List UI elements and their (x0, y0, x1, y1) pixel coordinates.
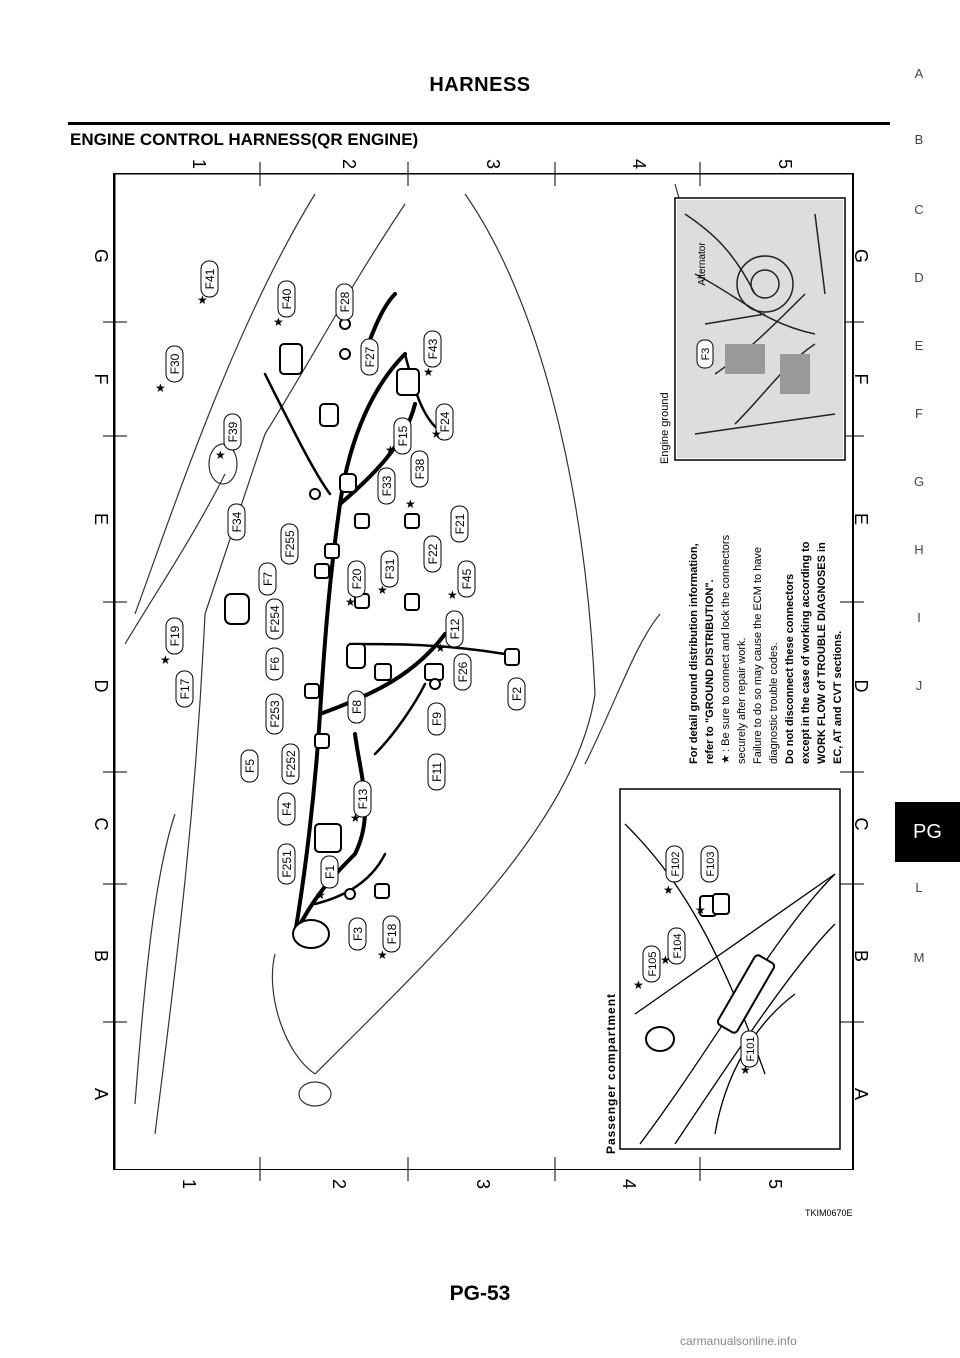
engine-ground-inset (659, 198, 845, 464)
star: ★ (660, 953, 671, 967)
label-F30: F30 (168, 353, 182, 375)
star: ★ (431, 427, 442, 441)
grid-left-C: C (91, 817, 111, 831)
grid-left-A: A (91, 1087, 111, 1101)
label-F40: F40 (280, 288, 294, 310)
label-F4: F4 (280, 801, 294, 817)
side-index-A[interactable]: A (914, 66, 924, 81)
label-F18: F18 (385, 923, 399, 945)
star: ★ (405, 497, 416, 511)
header-rule (68, 122, 890, 125)
passenger-compartment-label: Passenger compartment (604, 992, 618, 1154)
label-F45: F45 (460, 568, 474, 590)
grid-right-D: D (851, 679, 871, 693)
star: ★ (160, 653, 171, 667)
star: ★ (215, 448, 226, 462)
label-F2: F2 (510, 686, 524, 702)
label-F39: F39 (226, 421, 240, 443)
grid-bottom-1: 1 (179, 1178, 199, 1190)
label-F41: F41 (203, 268, 217, 290)
notes-block (688, 534, 844, 764)
note-line-6: diagnostic trouble codes. (768, 642, 780, 764)
label-F252: F252 (284, 750, 298, 778)
note-line-8: except in the case of working according to (800, 541, 812, 764)
grid-right-A: A (851, 1087, 871, 1101)
label-F31: F31 (383, 558, 397, 580)
star: ★ (377, 583, 388, 597)
page-number: PG-53 (449, 1282, 511, 1305)
note-star: ★ (720, 754, 732, 764)
page-header: HARNESS (429, 74, 531, 96)
star: ★ (423, 365, 434, 379)
side-index-M[interactable]: M (913, 950, 925, 965)
grid-right-G: G (851, 248, 871, 264)
side-index-B[interactable]: B (914, 132, 924, 147)
grid-top-5: 5 (775, 158, 795, 170)
grid-top-3: 3 (483, 158, 503, 170)
star: ★ (197, 293, 208, 307)
label-F104: F104 (672, 933, 684, 959)
label-F24: F24 (438, 411, 452, 433)
grid-right-C: C (851, 817, 871, 831)
label-F21: F21 (453, 513, 467, 535)
label-F9: F9 (430, 711, 444, 727)
grid-bottom-3: 3 (473, 1178, 493, 1190)
inset-label-F3: F3 (700, 347, 712, 361)
label-F43: F43 (426, 338, 440, 360)
figure-id: TKIM0670E (805, 1208, 853, 1218)
label-F33: F33 (380, 475, 394, 497)
note-line-7: Do not disconnect these connectors (784, 573, 796, 764)
grid-left-E: E (91, 512, 111, 526)
star: ★ (435, 641, 446, 655)
passenger-compartment-inset (604, 789, 840, 1154)
label-F26: F26 (456, 661, 470, 683)
grid-top-2: 2 (339, 158, 359, 170)
label-F105: F105 (647, 951, 659, 977)
note-line-10: EC, AT and CVT sections. (832, 630, 844, 764)
star: ★ (740, 1063, 751, 1077)
note-line-4: securely after repair work. (736, 637, 748, 764)
side-index-J[interactable]: J (915, 678, 923, 693)
label-F13: F13 (356, 788, 370, 810)
side-index-F[interactable]: F (915, 406, 923, 421)
side-index-PG-active[interactable]: PG (895, 802, 960, 862)
label-F102: F102 (670, 851, 682, 877)
label-F255: F255 (283, 530, 297, 558)
watermark: carmanualsonline.info (680, 1334, 797, 1348)
grid-left-G: G (91, 248, 111, 264)
engine-ground-label: Engine ground (659, 392, 671, 464)
star: ★ (377, 948, 388, 962)
side-index-L[interactable]: L (915, 880, 923, 895)
grid-left-F: F (91, 373, 111, 385)
label-F11: F11 (430, 762, 444, 782)
star: ★ (273, 315, 284, 329)
label-F7: F7 (261, 571, 275, 587)
star: ★ (315, 888, 326, 902)
star: ★ (663, 883, 674, 897)
label-F251: F251 (280, 850, 294, 878)
note-line-9: WORK FLOW of TROUBLE DIAGNOSES in (816, 542, 828, 764)
star: ★ (155, 381, 166, 395)
diagram-frame (91, 158, 871, 1190)
note-line-2: refer to "GROUND DISTRIBUTION". (704, 579, 716, 764)
grid-top-4: 4 (629, 158, 649, 170)
grid-bottom-2: 2 (329, 1178, 349, 1190)
label-F34: F34 (230, 511, 244, 533)
label-F8: F8 (350, 699, 364, 715)
harness-diagram (91, 158, 871, 1190)
label-F38: F38 (413, 458, 427, 480)
star: ★ (385, 443, 396, 457)
side-index-C[interactable]: C (914, 202, 924, 217)
side-index-D[interactable]: D (914, 270, 924, 285)
page-title: ENGINE CONTROL HARNESS(QR ENGINE) (70, 130, 419, 149)
side-index-G[interactable]: G (913, 474, 925, 489)
grid-right-F: F (851, 373, 871, 385)
label-F19: F19 (168, 625, 182, 647)
alternator-label: Alternator (697, 242, 708, 286)
label-F5: F5 (243, 758, 257, 774)
grid-top-1: 1 (189, 158, 209, 170)
star: ★ (695, 903, 706, 917)
label-F12: F12 (448, 618, 462, 640)
grid-right-E: E (851, 512, 871, 526)
label-F3: F3 (351, 926, 365, 942)
grid-left-B: B (91, 949, 111, 963)
label-F1: F1 (323, 864, 337, 880)
label-F103: F103 (705, 851, 717, 877)
note-line-1: For detail ground distribution information, (688, 543, 700, 764)
star: ★ (447, 588, 458, 602)
label-F20: F20 (350, 568, 364, 590)
label-F28: F28 (338, 291, 352, 313)
grid-bottom-4: 4 (619, 1178, 639, 1190)
side-index-I[interactable]: I (917, 610, 921, 625)
star: ★ (345, 595, 356, 609)
star: ★ (350, 811, 361, 825)
label-F253: F253 (268, 700, 282, 728)
label-F6: F6 (268, 656, 282, 672)
label-F15: F15 (396, 425, 410, 447)
note-line-3: : Be sure to connect and lock the connectors (720, 534, 732, 752)
label-F27: F27 (363, 346, 377, 368)
side-index-E[interactable]: E (914, 338, 924, 353)
grid-right-B: B (851, 949, 871, 963)
label-F101: F101 (745, 1036, 757, 1062)
label-F254: F254 (268, 605, 282, 633)
grid-bottom-5: 5 (765, 1178, 785, 1190)
label-F17: F17 (178, 678, 192, 700)
label-F22: F22 (426, 543, 440, 565)
grid-left-D: D (91, 679, 111, 693)
note-line-5: Failure to do so may cause the ECM to have (752, 546, 764, 764)
side-index-H[interactable]: H (914, 542, 924, 557)
star: ★ (633, 978, 644, 992)
